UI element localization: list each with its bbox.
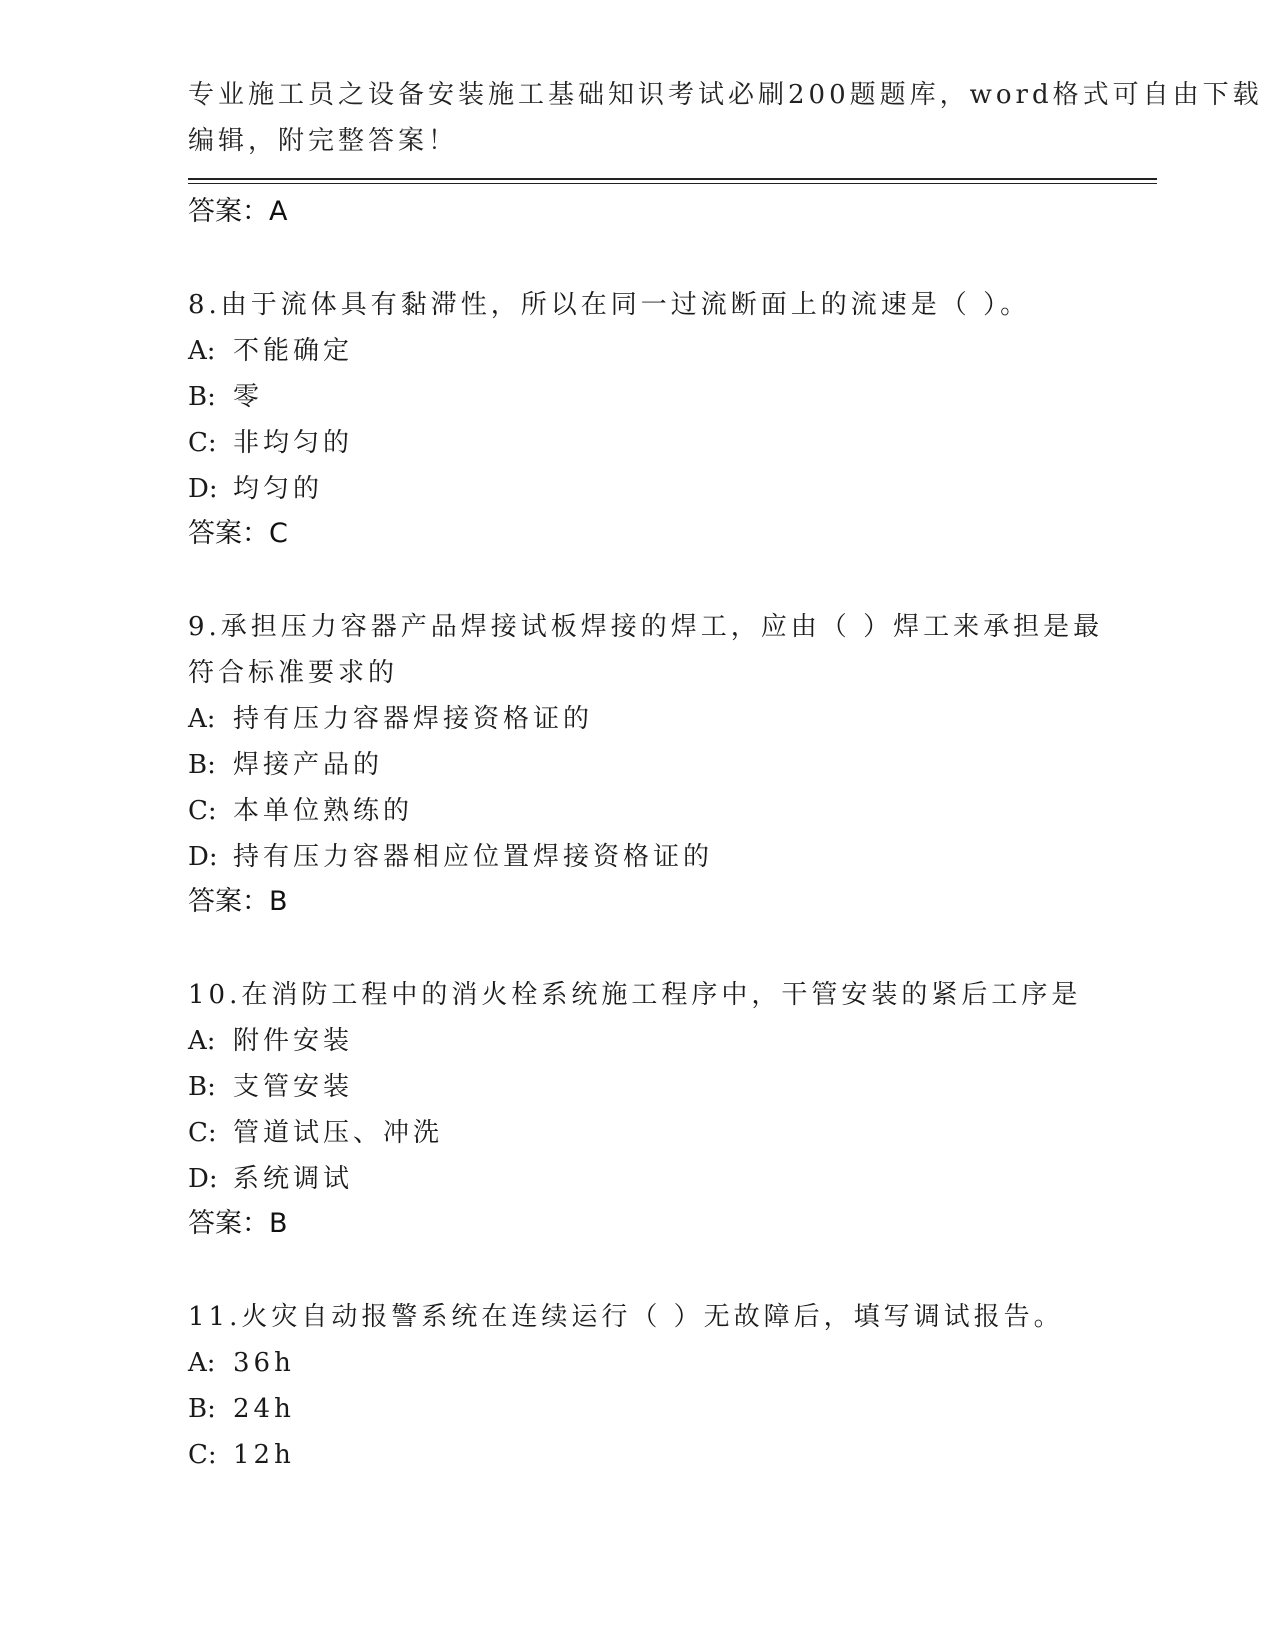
question-stem: 8.由于流体具有黏滞性，所以在同一过流断面上的流速是（ ）。 [188,290,1031,320]
option-c: C: 本单位熟练的 [188,796,414,826]
option-a: A: 36h [188,1348,295,1378]
question-stem: 9.承担压力容器产品焊接试板焊接的焊工，应由（ ）焊工来承担是最 [188,612,1104,642]
header-line-2: 编辑，附完整答案！ [188,126,459,156]
document-header [188,72,1263,164]
answer-line: 答案：C [188,518,288,549]
option-d: D: 系统调试 [188,1164,354,1194]
answer-line: 答案：B [188,1208,288,1239]
option-a: A: 附件安装 [188,1026,354,1056]
question-block [188,282,1108,556]
option-a: A: 持有压力容器焊接资格证的 [188,704,594,734]
header-divider-thin [188,183,1157,184]
question-block [188,1294,1108,1478]
question-block [188,604,1108,924]
option-d: D: 持有压力容器相应位置焊接资格证的 [188,842,714,872]
question-stem: 11.火灾自动报警系统在连续运行（ ）无故障后，填写调试报告。 [188,1302,1064,1332]
question-stem-continued: 符合标准要求的 [188,658,399,688]
question-block [188,972,1108,1246]
option-b: B: 24h [188,1394,295,1424]
header-divider [188,178,1157,180]
option-b: B: 支管安装 [188,1072,354,1102]
header-line-1: 专业施工员之设备安装施工基础知识考试必刷200题题库，word格式可自由下载 [188,80,1263,110]
question-list [188,190,1108,1478]
answer-line: 答案：B [188,886,288,917]
question-stem: 10.在消防工程中的消火栓系统施工程序中，干管安装的紧后工序是 [188,980,1082,1010]
option-c: C: 管道试压、冲洗 [188,1118,444,1148]
option-a: A: 不能确定 [188,336,354,366]
option-c: C: 12h [188,1440,295,1470]
answer-line: 答案：A [188,196,288,227]
option-b: B: 焊接产品的 [188,750,384,780]
option-d: D: 均匀的 [188,474,324,504]
option-c: C: 非均匀的 [188,428,354,458]
option-b: B: 零 [188,382,264,412]
